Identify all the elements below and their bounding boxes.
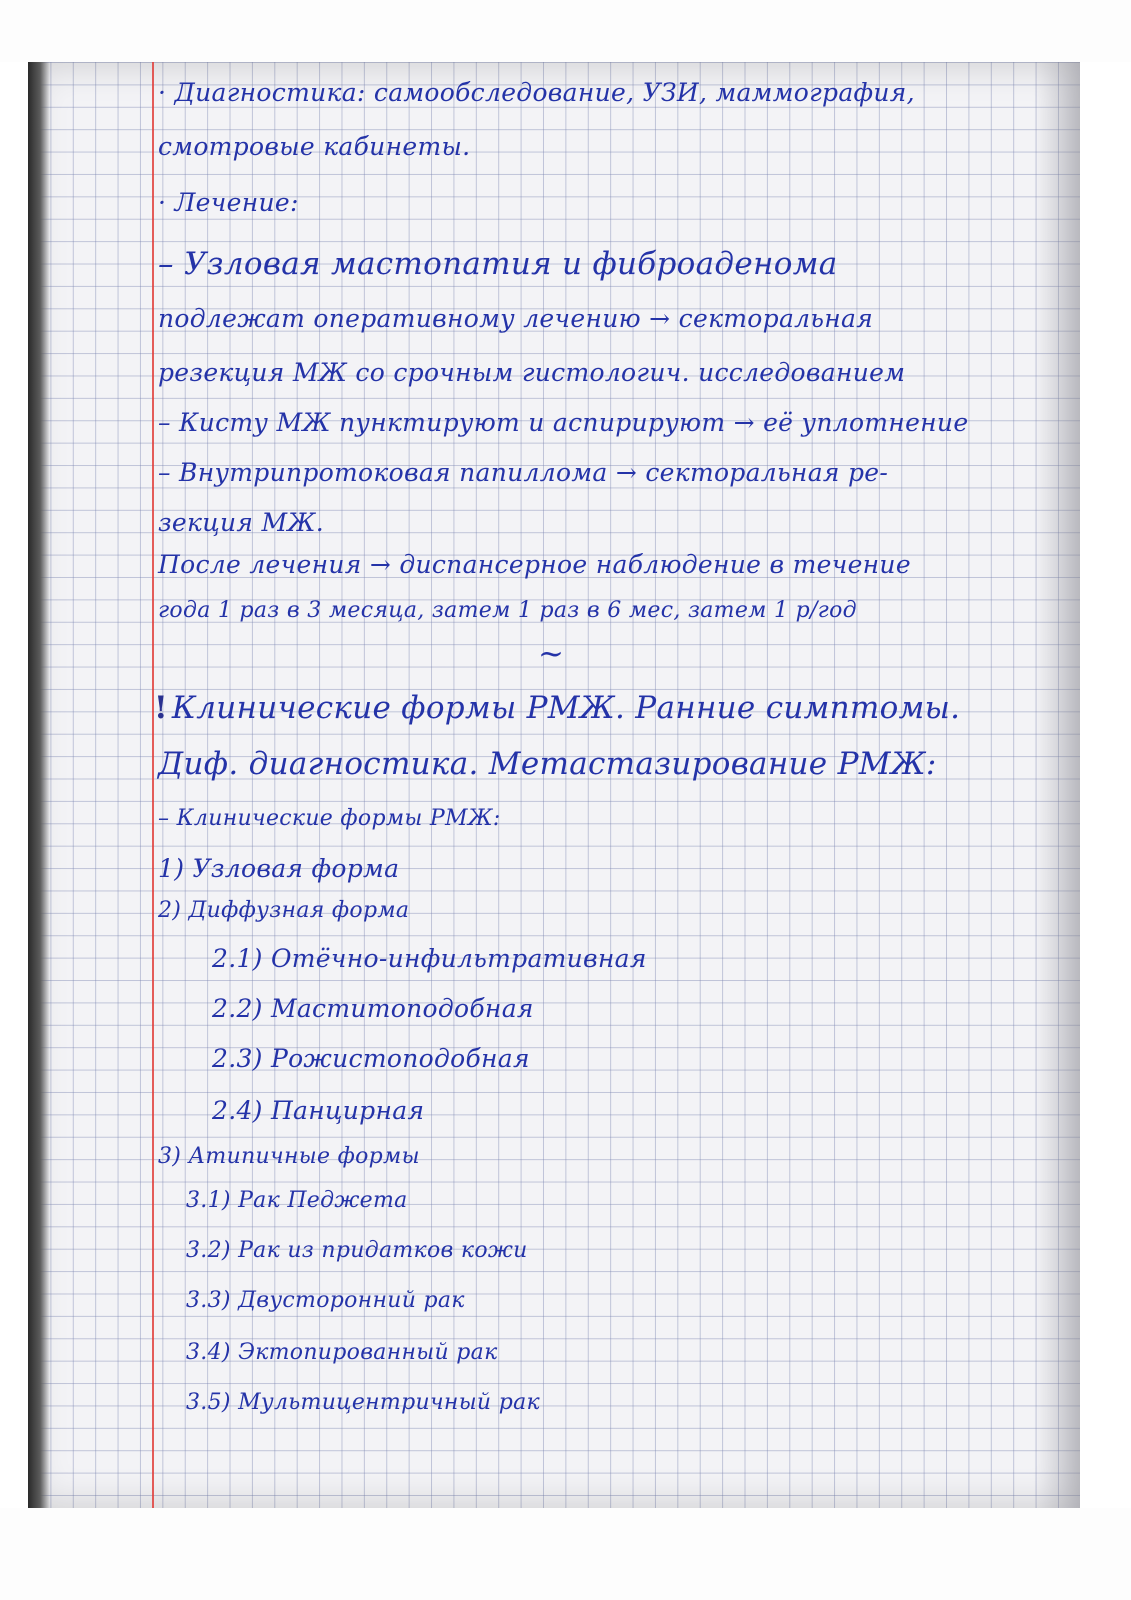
note-line: резекция МЖ со срочным гистологич. исследованием — [158, 358, 906, 387]
note-line: подлежат оперативному лечению → секторальная — [158, 304, 874, 333]
tilde-separator: ~ — [538, 636, 565, 672]
list-subitem: 2.4) Панцирная — [212, 1096, 425, 1125]
note-line: – Узловая мастопатия и фиброаденома — [158, 246, 838, 282]
note-line: – Внутрипротоковая папиллома → секторальная ре- — [158, 458, 889, 487]
list-subitem: 2.1) Отёчно-инфильтративная — [212, 944, 647, 973]
list-item: 3) Атипичные формы — [158, 1144, 420, 1169]
list-subitem: 2.3) Рожистоподобная — [212, 1044, 530, 1073]
exclamation-mark: ! — [154, 690, 168, 726]
note-line: – Кисту МЖ пунктируют и аспирируют → её уплотнение — [158, 408, 969, 437]
note-line: · Диагностика: самообследование, УЗИ, маммография, — [158, 78, 915, 107]
scan-background-bottom — [0, 1508, 1131, 1600]
page-stack-edge — [28, 62, 50, 1508]
heading-text: Клинические формы РМЖ. Ранние симптомы. — [171, 690, 961, 726]
list-subitem: 3.2) Рак из придатков кожи — [186, 1238, 528, 1263]
list-subitem: 3.4) Эктопированный рак — [186, 1340, 498, 1365]
list-subitem: 3.3) Двусторонний рак — [186, 1288, 465, 1313]
list-subitem: 3.5) Мультицентричный рак — [186, 1390, 540, 1415]
note-line: зекция МЖ. — [158, 508, 325, 537]
page-right-shadow — [1034, 62, 1080, 1508]
list-item: 2) Диффузная форма — [158, 898, 410, 923]
margin-line — [152, 62, 154, 1508]
list-subitem: 3.1) Рак Педжета — [186, 1188, 408, 1213]
note-line: · Лечение: — [158, 188, 299, 217]
scan-background-top — [0, 0, 1131, 62]
note-line: года 1 раз в 3 месяца, затем 1 раз в 6 мес, затем 1 р/год — [158, 598, 857, 623]
list-subitem: 2.2) Маститоподобная — [212, 994, 534, 1023]
note-line: После лечения → диспансерное наблюдение в течение — [158, 550, 911, 579]
notebook-page — [28, 62, 1080, 1508]
section-heading-continued: Диф. диагностика. Метастазирование РМЖ: — [158, 746, 937, 782]
list-title: – Клинические формы РМЖ: — [158, 806, 501, 831]
section-heading — [154, 690, 960, 726]
list-item: 1) Узловая форма — [158, 854, 400, 883]
note-line: смотровые кабинеты. — [158, 132, 471, 161]
